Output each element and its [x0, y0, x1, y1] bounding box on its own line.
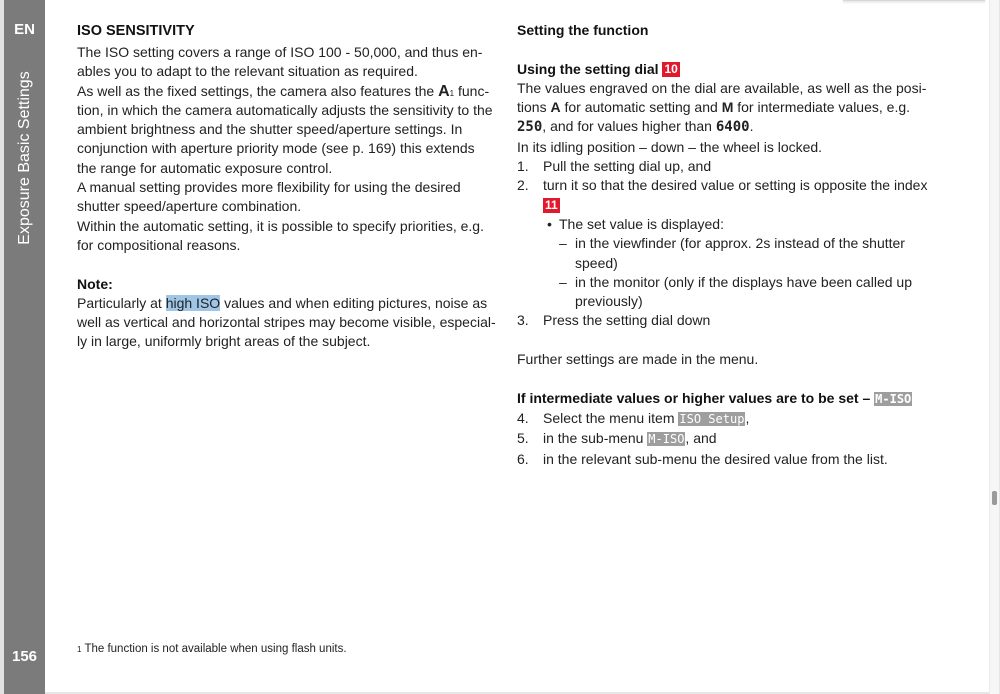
dash-icon: – — [559, 273, 567, 290]
paragraph: Further settings are made in the menu. — [517, 351, 759, 368]
paragraph: Within the automatic setting, it is possible to specify priorities, e.g. for compositional reasons. — [77, 217, 484, 253]
step — [517, 429, 937, 449]
step — [517, 311, 937, 330]
text: Particularly at — [77, 294, 166, 311]
setting-function-heading: Setting the function — [517, 22, 649, 38]
setting-dial-heading — [517, 60, 937, 79]
text: . — [749, 118, 754, 135]
popup-edge — [843, 0, 985, 1]
bullet-icon: • — [547, 215, 552, 232]
dash-item — [517, 234, 937, 273]
text: in the viewfinder (for approx. 2s instead of the shutter speed) — [575, 235, 905, 271]
text: The values engraved on the dial are available, as well as the posi-tions — [517, 79, 927, 116]
text: , and for values higher than — [542, 118, 716, 135]
note-heading: Note: — [77, 275, 113, 292]
menu-tag: M-ISO — [648, 432, 685, 447]
step — [517, 176, 937, 215]
step-number: 4. — [517, 409, 529, 426]
steps-list — [517, 311, 937, 330]
menu-tag: M-ISO — [875, 391, 912, 406]
part-number-tag: 10 — [664, 61, 678, 76]
paragraph — [517, 79, 937, 138]
part-number-tag: 11 — [545, 197, 558, 212]
footnote — [77, 643, 347, 655]
dash-item — [517, 273, 937, 312]
step-number: 2. — [517, 177, 529, 194]
iso-sensitivity-heading: ISO SENSITIVITY — [77, 23, 195, 39]
vertical-scrollbar[interactable] — [989, 0, 999, 694]
paragraph — [77, 82, 497, 178]
dash-icon: – — [559, 235, 567, 252]
display-value: 6400 — [715, 119, 750, 136]
display-value: 250 — [517, 119, 543, 136]
left-column — [77, 21, 497, 352]
steps-list — [517, 157, 937, 215]
step-number: 6. — [517, 450, 529, 467]
text: in the relevant sub-menu the desired value from the list. — [543, 450, 888, 467]
text: values and when editing pictures, noise as well as vertical and horizontal stripes may become visible, especial-ly in large, uniformly bright areas of the subject. — [77, 294, 496, 350]
step — [517, 409, 937, 429]
footnote-mark: 1 — [77, 645, 82, 654]
text: for automatic setting and — [560, 99, 722, 116]
step — [517, 157, 937, 176]
steps-list — [517, 409, 937, 469]
step-text: Pull the setting dial up, and — [543, 158, 712, 175]
text: in the monitor (only if the displays have been called up previously) — [575, 273, 912, 310]
text: , — [745, 409, 750, 426]
menu-tag: ISO Setup — [679, 411, 745, 426]
text: Using the setting dial — [517, 60, 659, 77]
dial-symbol: A — [550, 99, 561, 116]
step-text: Press the setting dial down — [543, 312, 711, 329]
text: in the sub-menu — [543, 430, 648, 447]
text: func-tion, in which the camera automatically adjusts the sensitivity to the ambient brightness and the shutter speed/aperture settings. In conjunction with aperture priority mode (see p. 169) this extends the range for automatic exposure control. — [77, 82, 493, 176]
section-label — [4, 0, 45, 245]
dial-symbol: M — [721, 99, 734, 116]
step — [517, 450, 937, 469]
text: for intermediate values, e.g. — [733, 99, 911, 116]
bullet-item — [517, 215, 937, 234]
text: Select the menu item — [543, 409, 679, 426]
step-number: 1. — [517, 158, 529, 175]
auto-symbol: A — [438, 82, 450, 100]
intermediate-values-heading — [517, 389, 937, 409]
footnote-text: The function is not available when using flash units. — [81, 643, 347, 655]
page-number: 156 — [11, 648, 38, 665]
language-label: EN — [14, 21, 35, 38]
note-text — [77, 294, 497, 352]
section-title: Exposure Basic Settings — [15, 71, 33, 245]
footnote-ref: 1 — [449, 88, 455, 98]
text: As well as the fixed settings, the camera also features the — [77, 82, 439, 99]
step-number: 3. — [517, 312, 529, 329]
right-column — [517, 21, 937, 469]
paragraph: A manual setting provides more flexibility for using the desired shutter speed/aperture combination. — [77, 179, 461, 215]
scrollbar-thumb[interactable] — [992, 491, 997, 505]
text: , and — [685, 430, 717, 447]
step-number: 5. — [517, 430, 529, 447]
text: The set value is displayed: — [559, 215, 724, 232]
step-text: turn it so that the desired value or setting is opposite the index — [543, 177, 928, 194]
text-selection-highlight[interactable]: high ISO — [165, 294, 221, 311]
text: If intermediate values or higher values are to be set – — [517, 389, 871, 406]
sidebar — [4, 0, 45, 694]
paragraph: In its idling position – down – the wheel is locked. — [517, 138, 823, 155]
paragraph: The ISO setting covers a range of ISO 100 - 50,000, and thus en-ables you to adapt to the relevant situation as required. — [77, 44, 483, 80]
